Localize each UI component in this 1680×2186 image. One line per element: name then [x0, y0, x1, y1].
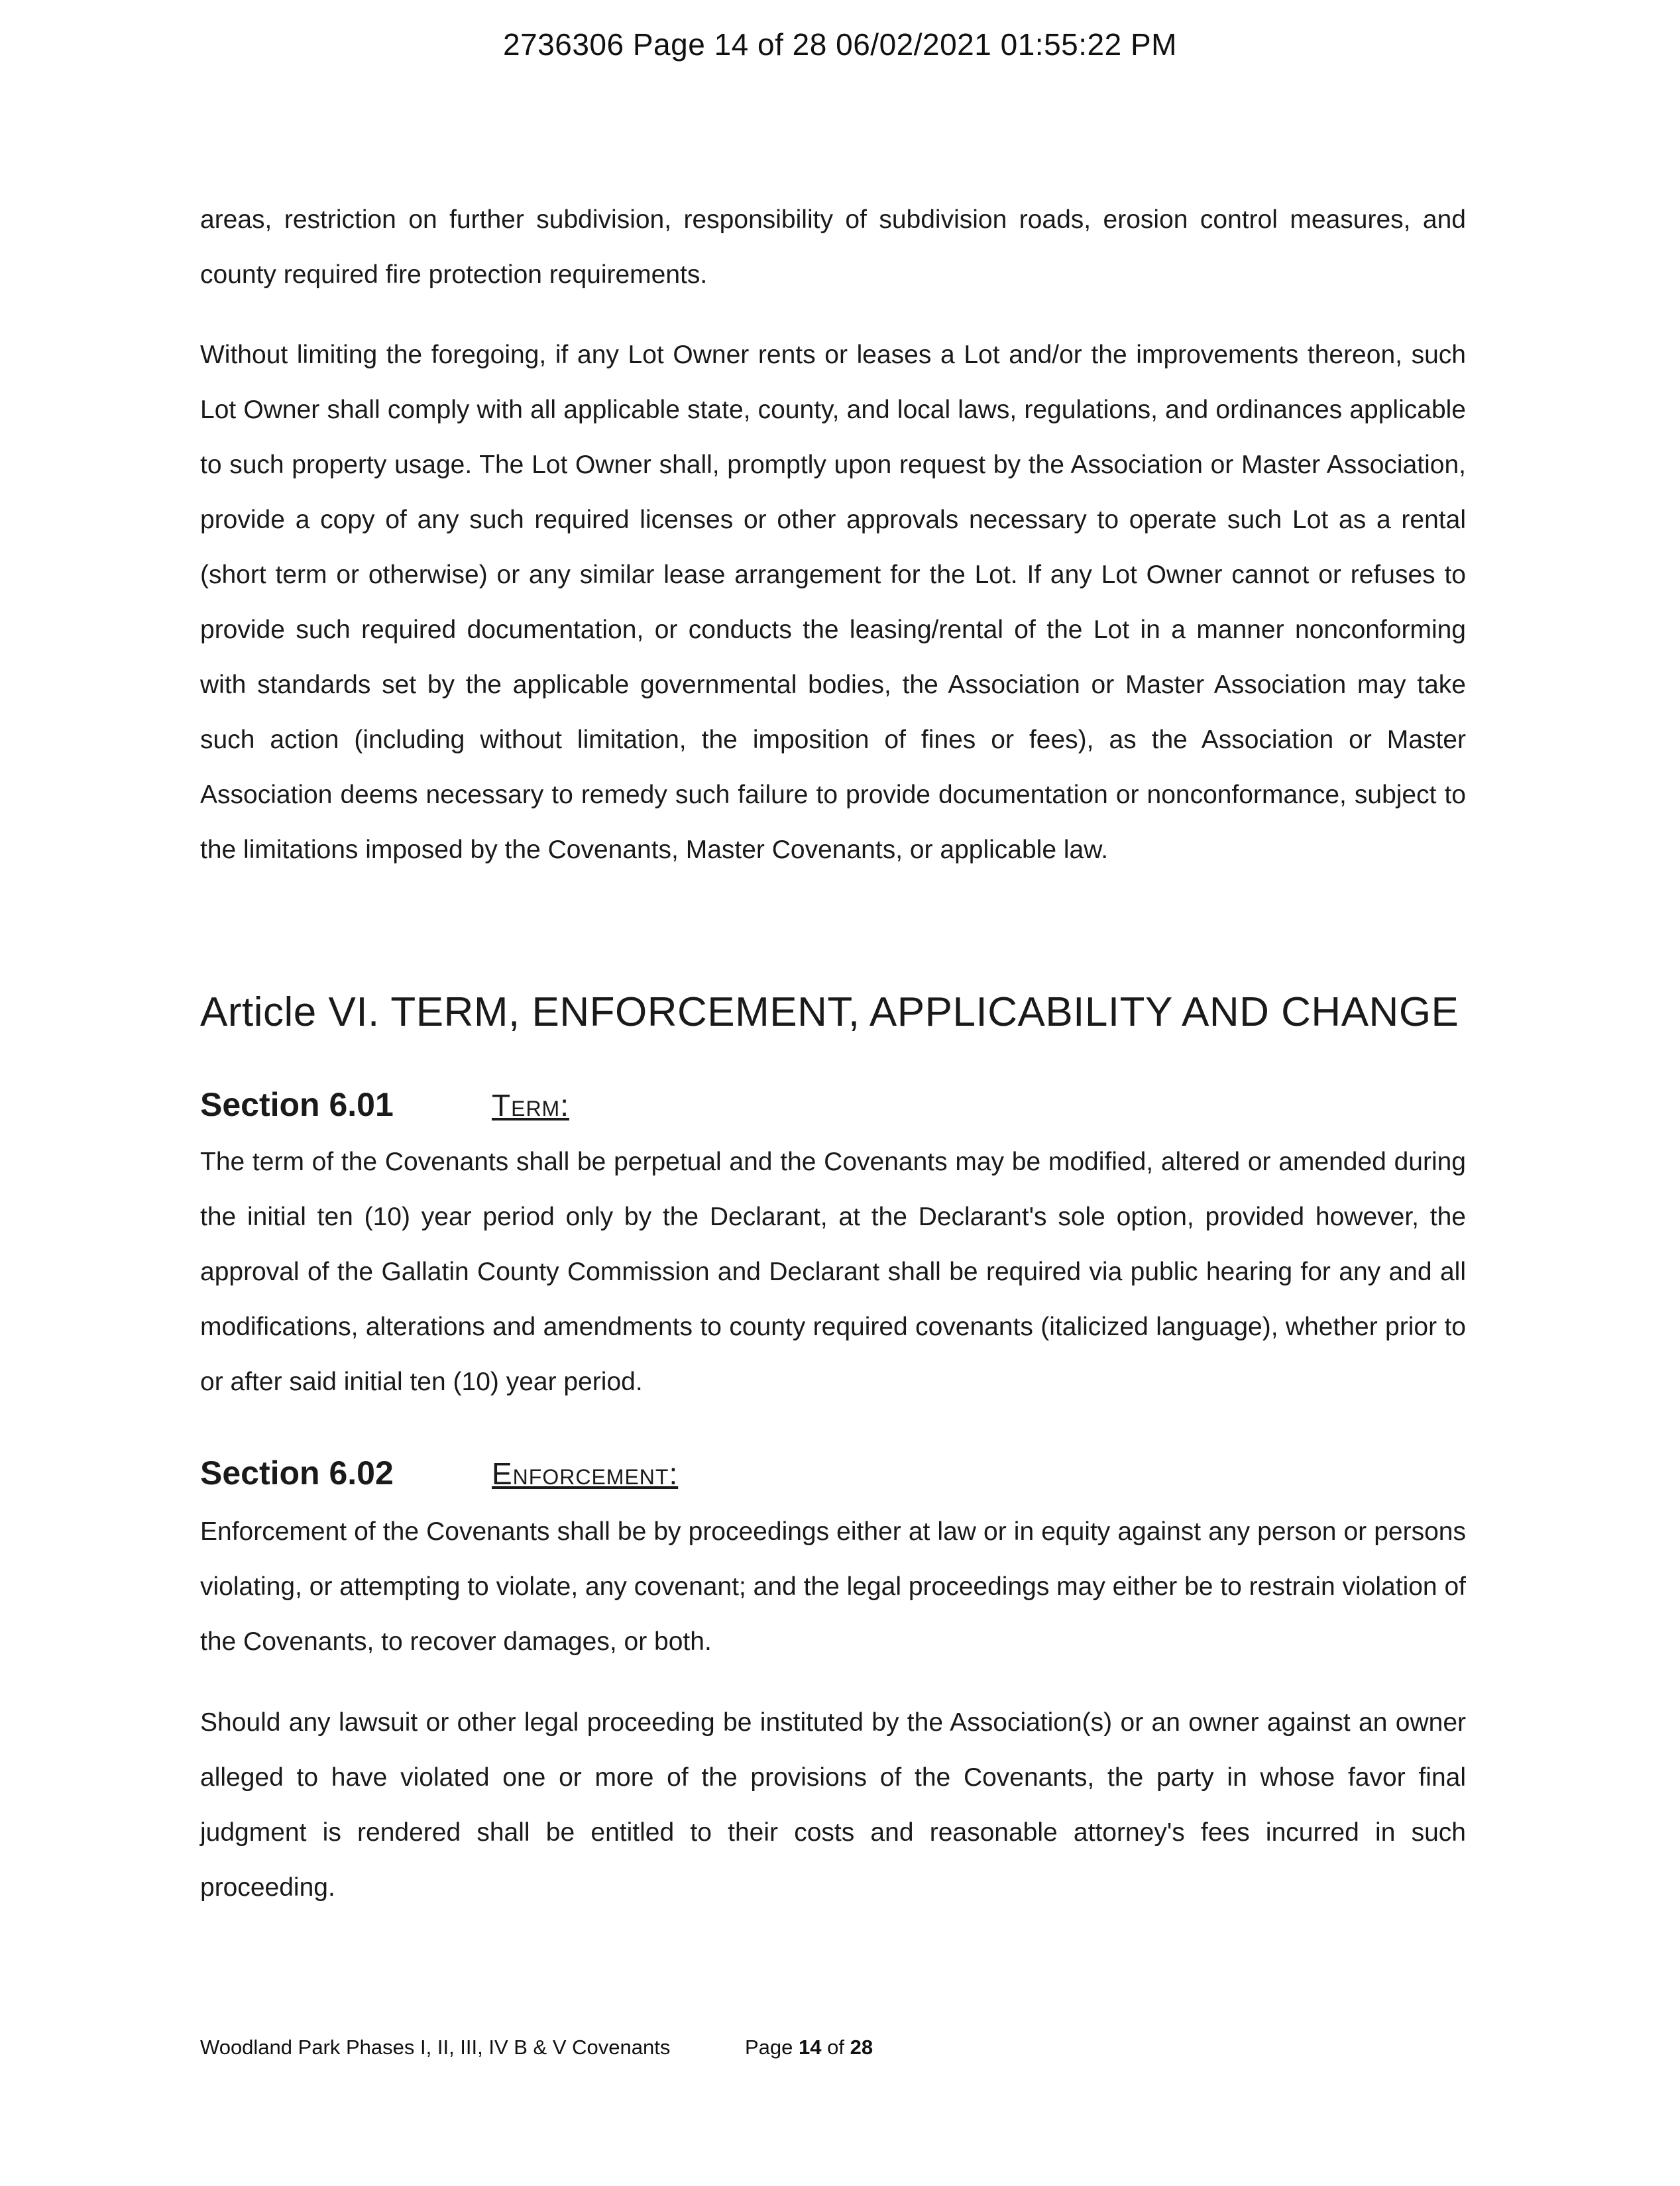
- article-heading: Article VI. TERM, ENFORCEMENT, APPLICABILITY AND CHANGE: [200, 989, 1459, 1035]
- section-title: Enforcement:: [492, 1456, 679, 1491]
- footer-page-of: of: [827, 2036, 844, 2059]
- section-heading-6-02: [200, 1450, 1466, 1497]
- footer-page-number: [745, 2036, 873, 2059]
- section-heading-6-01: [200, 1081, 1466, 1128]
- footer-page-prefix: Page: [744, 2036, 793, 2059]
- paragraph-rental-compliance: Without limiting the foregoing, if any Lot Owner rents or leases a Lot and/or the improvements thereon, such Lot Owner shall comply with all applicable state, county, and local laws, regulations, and ordinances applicable to such property usage. The Lot Owner shall, promptly upon request by the Association or Master Association, provide a copy of any such required licenses or other approvals necessary to operate such Lot as a rental (short term or otherwise) or any similar lease arrangement for the Lot. If any Lot Owner cannot or refuses to provide such required documentation, or conducts the leasing/rental of the Lot in a manner nonconforming with standards set by the applicable governmental bodies, the Association or Master Association may take such action (including without limitation, the imposition of fines or fees), as the Association or Master Association deems necessary to remedy such failure to provide documentation or nonconformance, subject to the limitations imposed by the Covenants, Master Covenants, or applicable law.: [200, 341, 1466, 864]
- recording-stamp: 2736306 Page 14 of 28 06/02/2021 01:55:22 PM: [503, 27, 1177, 62]
- paragraph-term: The term of the Covenants shall be perpetual and the Covenants may be modified, altered or amended during the initial ten (10) year period only by the Declarant, at the Declarant's sole option, provided however, the approval of the Gallatin County Commission and Declarant shall be required via public hearing for any and all modifications, alterations and amendments to county required covenants (italicized language), whether prior to or after said initial ten (10) year period.: [200, 1148, 1466, 1396]
- page-footer: [200, 2036, 873, 2059]
- footer-page-total: 28: [850, 2036, 873, 2059]
- footer-doc-title: Woodland Park Phases I, II, III, IV B & V Covenants: [200, 2036, 671, 2059]
- section-number: Section 6.02: [200, 1454, 394, 1492]
- section-title: Term:: [492, 1088, 569, 1122]
- paragraph-enforcement: Enforcement of the Covenants shall be by proceedings either at law or in equity against any person or persons violating, or attempting to violate, any covenant; and the legal proceedings may either be to restrain violation of the Covenants, to recover damages, or both.: [200, 1517, 1466, 1656]
- paragraph-continued: areas, restriction on further subdivision, responsibility of subdivision roads, erosion control measures, and county required fire protection requirements.: [200, 205, 1466, 289]
- footer-page-current: 14: [799, 2036, 822, 2059]
- paragraph-attorney-fees: Should any lawsuit or other legal proceeding be instituted by the Association(s) or an owner against an owner alleged to have violated one or more of the provisions of the Covenants, the party in whose favor final judgment is rendered shall be entitled to their costs and reasonable attorney's fees incurred in such proceeding.: [200, 1708, 1466, 1902]
- section-number: Section 6.01: [200, 1086, 394, 1123]
